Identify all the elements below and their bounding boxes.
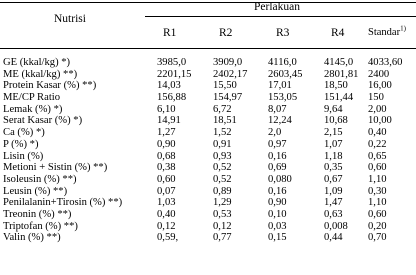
perlakuan-rule [145, 16, 416, 17]
cell-r3: 0,90 [268, 197, 287, 209]
row-label: Metioni + Sistin (%) **) [3, 162, 108, 174]
cell-standar: 0,60 [368, 162, 387, 174]
cell-r2: 1,52 [213, 127, 232, 139]
cell-r2: 154,97 [213, 92, 243, 104]
table-body [0, 57, 416, 244]
cell-standar: 1,10 [368, 197, 387, 209]
cell-r1: 0,60 [157, 173, 176, 185]
cell-r1: 6,10 [157, 103, 176, 115]
cell-r1: 1,03 [157, 197, 176, 209]
cell-r2: 6,72 [213, 103, 232, 115]
cell-standar: 2400 [368, 68, 390, 80]
header-nutrisi: Nutrisi [54, 13, 86, 25]
cell-r3: 17,01 [268, 80, 292, 92]
cell-r4: 0,63 [324, 208, 343, 220]
cell-standar: 0,40 [368, 127, 387, 139]
cell-r1: 156,88 [157, 92, 187, 104]
cell-r4: 0,67 [324, 173, 343, 185]
cell-r1: 0,12 [157, 220, 176, 232]
cell-r1: 0,07 [157, 185, 176, 197]
standar-footnote-marker: 1) [400, 24, 406, 33]
cell-standar: 150 [368, 92, 384, 104]
cell-standar: 0,20 [368, 220, 387, 232]
cell-r3: 0,15 [268, 232, 287, 244]
row-label: ME (kkal/kg) **) [3, 68, 78, 80]
table-row [0, 151, 416, 163]
cell-standar: 16,00 [368, 80, 392, 92]
header-col-r3: R3 [276, 27, 290, 39]
cell-r1: 14,03 [157, 80, 181, 92]
cell-r2: 1,29 [213, 197, 232, 209]
header-bottom-rule [0, 48, 416, 49]
header-col-r1: R1 [163, 27, 177, 39]
cell-r4: 18,50 [324, 80, 348, 92]
cell-r3: 0,69 [268, 162, 287, 174]
table-row [0, 127, 416, 139]
cell-r2: 2402,17 [213, 68, 248, 80]
row-label: Isoleusin (%) **) [3, 173, 77, 185]
cell-r3: 4116,0 [268, 57, 297, 68]
cell-r4: 4145,0 [324, 57, 354, 68]
cell-standar: 0,22 [368, 138, 387, 150]
table-row [0, 104, 416, 116]
cell-r2: 18,51 [213, 115, 237, 127]
table-row [0, 92, 416, 104]
cell-r4: 1,07 [324, 138, 343, 150]
cell-standar: 10,00 [368, 115, 392, 127]
cell-r4: 0,35 [324, 162, 343, 174]
header-col-standar: Standar$^{1)}$ [368, 24, 406, 38]
cell-r2: 0,91 [213, 138, 232, 150]
table-row [0, 80, 416, 92]
cell-r3: 0,16 [268, 185, 287, 197]
row-label: Valin (%) **) [3, 232, 61, 244]
cell-r3: 0,10 [268, 208, 287, 220]
table-row [0, 69, 416, 81]
table-row [0, 232, 416, 244]
cell-r1: 14,91 [157, 115, 181, 127]
cell-r2: 0,52 [213, 162, 232, 174]
cell-r4: 2,15 [324, 127, 343, 139]
cell-r3: 0,97 [268, 138, 287, 150]
cell-r1: 0,38 [157, 162, 176, 174]
cell-r2: 0,53 [213, 208, 232, 220]
table-row [0, 209, 416, 221]
cell-r2: 0,93 [213, 150, 232, 162]
cell-standar: 4033,60 [368, 57, 403, 68]
cell-standar: 0,70 [368, 232, 387, 244]
cell-r2: 0,52 [213, 173, 232, 185]
table-row [0, 162, 416, 174]
table-row [0, 174, 416, 186]
row-label: Lisin (%) [3, 150, 44, 162]
cell-r1: 0,90 [157, 138, 176, 150]
cell-r3: 0,03 [268, 220, 287, 232]
row-label: Leusin (%) **) [3, 185, 68, 197]
cell-standar: 0,60 [368, 208, 387, 220]
cell-r4: 0,44 [324, 232, 343, 244]
row-label: GE (kkal/kg) *) [3, 57, 71, 68]
cell-r1: 0,68 [157, 150, 176, 162]
top-rule [0, 2, 416, 3]
cell-r4: 1,47 [324, 197, 343, 209]
row-label: Penilalanin+Tirosin (%) **) [3, 197, 123, 209]
table-row [0, 115, 416, 127]
row-label: Treonin (%) **) [3, 208, 72, 220]
cell-r2: 15,50 [213, 80, 237, 92]
row-label: Ca (%) *) [3, 127, 45, 139]
cell-r2: 0,77 [213, 232, 232, 244]
cell-r3: 0,16 [268, 150, 287, 162]
cell-r3: 2603,45 [268, 68, 303, 80]
cell-r4: 1,18 [324, 150, 343, 162]
cell-r4: 151,44 [324, 92, 354, 104]
cell-r3: 12,24 [268, 115, 292, 127]
cell-r1: 0,40 [157, 208, 176, 220]
cell-r3: 153,05 [268, 92, 298, 104]
row-label: Protein Kasar (%) **) [3, 80, 97, 92]
cell-r2: 0,12 [213, 220, 232, 232]
cell-r3: 2,0 [268, 127, 282, 139]
cell-standar: 0,30 [368, 185, 387, 197]
cell-r3: 8,07 [268, 103, 287, 115]
table-row [0, 57, 416, 69]
row-label: ME/CP Ratio [3, 92, 60, 104]
cell-r2: 0,89 [213, 185, 232, 197]
cell-r2: 3909,0 [213, 57, 243, 68]
cell-standar: 1,10 [368, 173, 387, 185]
row-label: Triptofan (%) **) [3, 220, 78, 232]
cell-standar: 2,00 [368, 103, 387, 115]
cell-r4: 10,68 [324, 115, 348, 127]
cell-r1: 0,59, [157, 232, 179, 244]
cell-r4: 2801,81 [324, 68, 359, 80]
row-label: P (%) *) [3, 138, 39, 150]
cell-r3: 0,080 [268, 173, 292, 185]
cell-r1: 1,27 [157, 127, 176, 139]
table-row [0, 186, 416, 198]
cell-r4: 1,09 [324, 185, 343, 197]
header-col-r2: R2 [219, 27, 233, 39]
header-col-r4: R4 [331, 27, 345, 39]
cell-standar: 0,65 [368, 150, 387, 162]
header-perlakuan: Perlakuan [254, 1, 300, 13]
cell-r1: 2201,15 [157, 68, 192, 80]
row-label: Lemak (%) *) [3, 103, 63, 115]
table-row [0, 197, 416, 209]
table-row [0, 221, 416, 233]
row-label: Serat Kasar (%) *) [3, 115, 83, 127]
cell-r1: 3985,0 [157, 57, 187, 68]
cell-r4: 9,64 [324, 103, 343, 115]
table-row [0, 139, 416, 151]
cell-r4: 0,008 [324, 220, 348, 232]
